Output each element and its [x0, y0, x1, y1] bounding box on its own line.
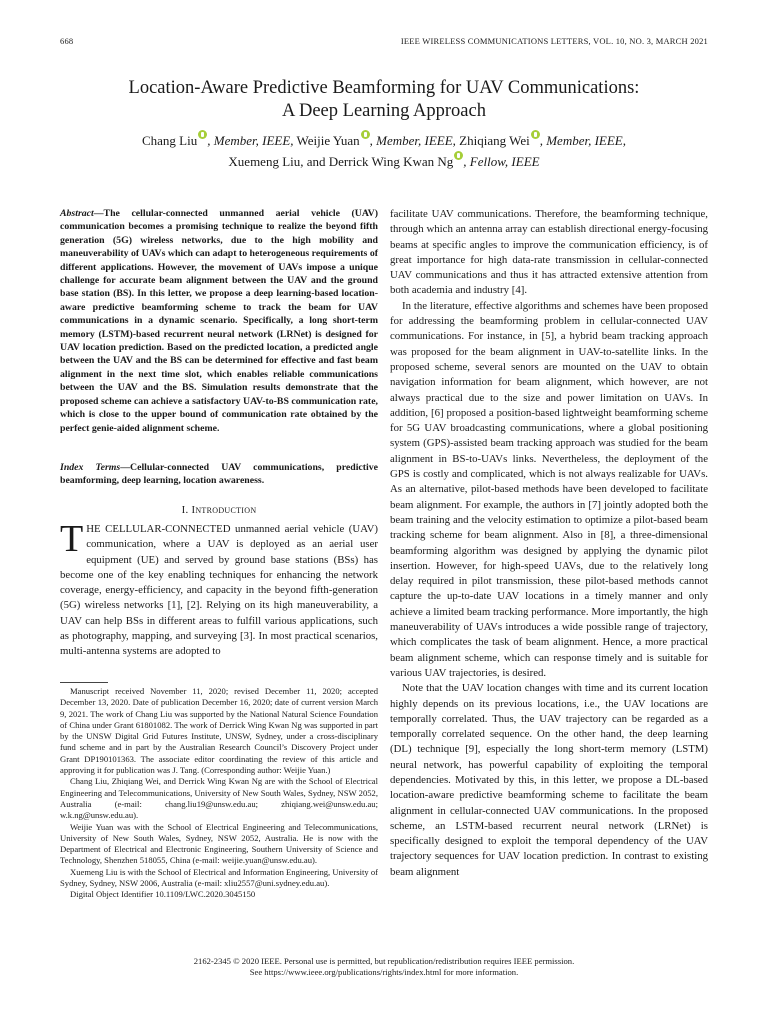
footnote-doi: Digital Object Identifier 10.1109/LWC.2020.3045150 [70, 889, 256, 900]
abstract [60, 207, 378, 435]
orcid-icon[interactable] [454, 151, 463, 160]
right-column [390, 207, 708, 880]
author-name: Xuemeng Liu, and Derrick Wing Kwan Ng [228, 154, 454, 169]
author-list [60, 130, 708, 172]
page-number: 668 [60, 36, 74, 46]
orcid-icon[interactable] [361, 130, 370, 139]
body-paragraph: facilitate UAV communications. Therefore, the beamforming technique, through which an antenna array can establish directional energy-focusing beams at specific angles to improve the communication efficiency, is of great importance for high data-rate transmission in cellular-connected UAV communications and thus it has attracted extensive attention from both academia and industry [4]. [390, 208, 708, 297]
orcid-icon[interactable] [531, 130, 540, 139]
author-name: Zhiqiang Wei [459, 133, 530, 148]
body-paragraph: In the literature, effective algorithms and schemes have been proposed for addressing the beamforming problem in cellular-connected UAV communications. For instance, in [5], a hybrid beam tracking approach was proposed for the beam alignment in UAV-to-satellite links. In the proposed scheme, several senors are mounted on the UAV to obtain navigation information for beam alignment, which however, are not always practical due to the size and power limitation on UAVs. In addition, [6] proposed a position-based lightweight beamforming scheme for 5G UAV broadcasting communications, where a global positioning system (GPS)-assisted beam tracking approach was studied for the beam alignment in BS-to-UAVs links. Nevertheless, the deployment of the GPS is costly and complicated, which is not always realizable for UAVs. As an alternative, pilot-based methods have been developed to facilitate beam alignment. For example, the authors in [7] jointly adopted both the beam training and the velocity estimation to optimize a pilot-based beam tracking scheme for beam alignment. Also in [8], a three-dimensional beamforming algorithm was designed by applying the dynamic pilot insertion. However, for high-speed UAVs, due to the relatively long delay required in pilot transmission, these pilot-based methods cannot capture the up-to-date UAV locations in a timely manner and only achieve a limited beam tracking performance. More importantly, the high maneuverability of UAVs introduces a wide possible range of trajectory, which complicates the task of beam alignment. Hence, a more practical beam alignment scheme, which can response timely and is suitable for various UAV trajectories, is desired. [390, 299, 708, 679]
drop-cap: T [60, 518, 84, 560]
author-line-1 [60, 130, 708, 151]
copyright-line-2[interactable]: See https://www.ieee.org/publications/rights/index.html for more information. [249, 967, 519, 978]
orcid-icon[interactable] [198, 130, 207, 139]
intro-text: unmanned aerial vehicle (UAV) communication, where a UAV is deployed as an aerial user equipment (UE) and served by ground base stations (BSs) has become one of the key enabling techniques for enhancing the network coverage, energy-efficiency, and capacity in the beyond fifth-generation (5G) wireless networks [1], [2]. Relying on its high maneuverability, a UAV can help BSs in different areas to fulfill various applications, such as photography, mapping, and surveying [3]. In most practical scenarios, multi-antenna systems are adopted to [60, 523, 378, 658]
author-affiliation-role: , Member, IEEE, [539, 133, 626, 148]
author-affiliation-role: , Member, IEEE, [207, 133, 294, 148]
author-name: Chang Liu [141, 133, 198, 148]
copyright-notice [60, 956, 708, 979]
intro-caps: HE CELLULAR-CONNECTED [86, 523, 231, 535]
author-affiliation-role: , Member, IEEE, [369, 133, 456, 148]
abstract-lead: Abstract [60, 208, 94, 219]
intro-paragraph [60, 518, 378, 660]
copyright-line-1: 2162-2345 © 2020 IEEE. Personal use is permitted, but republication/redistribution requires IEEE permission. [193, 956, 575, 966]
footnotes [60, 686, 378, 901]
author-line-2 [60, 151, 708, 172]
footnote: Weijie Yuan was with the School of Electrical Engineering and Telecommunications, University of New South Wales, Sydney, NSW 2052, Australia. He is now with the Department of Electrical and Electronic Engineering, Southern University of Science and Technology, Shenzhen 518055, China (e-mail: weijie.yuan@unsw.edu.au). [60, 821, 378, 866]
body-paragraph: Note that the UAV location changes with time and its current location highly depends on its previous locations, i.e., the UAV locations are temporally correlated. Thus, the UAV trajectory can be regarded as a temporally correlated sequence. On the other hand, the deep learning (DL) technique [9], especially the long short-term memory (LSTM) neural network, has powerful capability of exploiting the temporal dependencies. Motivated by this, in this letter, we propose a DL-based location-aware predictive beamforming scheme to facilitate the beam alignment in cellular-connected UAV communications. In the proposed scheme, an LSTM-based recurrent neural network (LRNet) is specifically designed to exploit the temporal dependency of the UAV trajectory sequences for UAV location prediction. In contrast to existing beam alignment [390, 682, 708, 878]
author-affiliation-role: , Fellow, IEEE [463, 154, 540, 169]
index-terms [60, 461, 378, 488]
abstract-text: —The cellular-connected unmanned aerial vehicle (UAV) communication becomes a promising technique to realize the beyond fifth generation (5G) wireless networks, due to the high mobility and maneuverability of UAVs which can adapt to heterogeneous requirements of different applications. However, the movement of UAVs impose a unique challenge for accurate beam alignment between the UAV and the ground base station (BS). In this letter, we propose a deep learning-based location-aware predictive beamforming scheme to track the beam for UAV communications in a dynamic scenario. Specifically, a long short-term memory (LSTM)-based recurrent neural network (LRNet) is designed for UAV location prediction. Based on the predicted location, a predicted angle between the UAV and the BS can be determined for effective and fast beam alignment in the next time slot, which enables reliable communications between the UAV and the BS. Simulation results demonstrate that the proposed scheme can achieve a satisfactory UAV-to-BS communication rate, which is close to the upper bound of communication rate obtained by the perfect genie-aided alignment scheme. [60, 208, 378, 434]
title-line-2: A Deep Learning Approach [282, 101, 486, 121]
footnote-rule [60, 682, 108, 683]
paper-title [60, 77, 708, 123]
running-header: IEEE WIRELESS COMMUNICATIONS LETTERS, VOL. 10, NO. 3, MARCH 2021 [400, 36, 708, 46]
index-terms-lead: Index Terms [60, 462, 121, 473]
author-name: Weijie Yuan [296, 133, 360, 148]
index-terms-text: —Cellular-connected UAV communications, predictive beamforming, deep learning, location awareness. [60, 462, 378, 487]
footnote: Manuscript received November 11, 2020; revised December 11, 2020; accepted December 13, 2020. Date of publication December 16, 2020; date of current version March 9, 2021. The work of Chang Liu was supported by the National Natural Science Foundation of China under Grant 61801082. The work of Derrick Wing Kwan Ng was supported in part by the UNSW Digital Grid Futures Institute, UNSW, Sydney, under a cross-disciplinary fund scheme and in part by the Australian Research Council’s Discovery Project under Grant DP190101363. The associate editor coordinating the review of this article and approving it for publication was J. Tang. (Corresponding author: Weijie Yuan.) [60, 686, 378, 776]
footnote: Chang Liu, Zhiqiang Wei, and Derrick Wing Kwan Ng are with the School of Electrical Engineering and Telecommunications, University of New South Wales, Sydney, NSW 2052, Australia (e-mail: chang.liu19@unsw.edu.au; zhiqiang.wei@unsw.edu.au; w.k.ng@unsw.edu.au). [60, 776, 378, 821]
footnote: Xuemeng Liu is with the School of Electrical and Information Engineering, University of Sydney, Sydney, NSW 2006, Australia (e-mail: xliu2557@uni.sydney.edu.au). [60, 866, 378, 889]
section-heading: I. Introduction [181, 504, 257, 516]
title-line-1: Location-Aware Predictive Beamforming for UAV Communications: [128, 78, 640, 98]
